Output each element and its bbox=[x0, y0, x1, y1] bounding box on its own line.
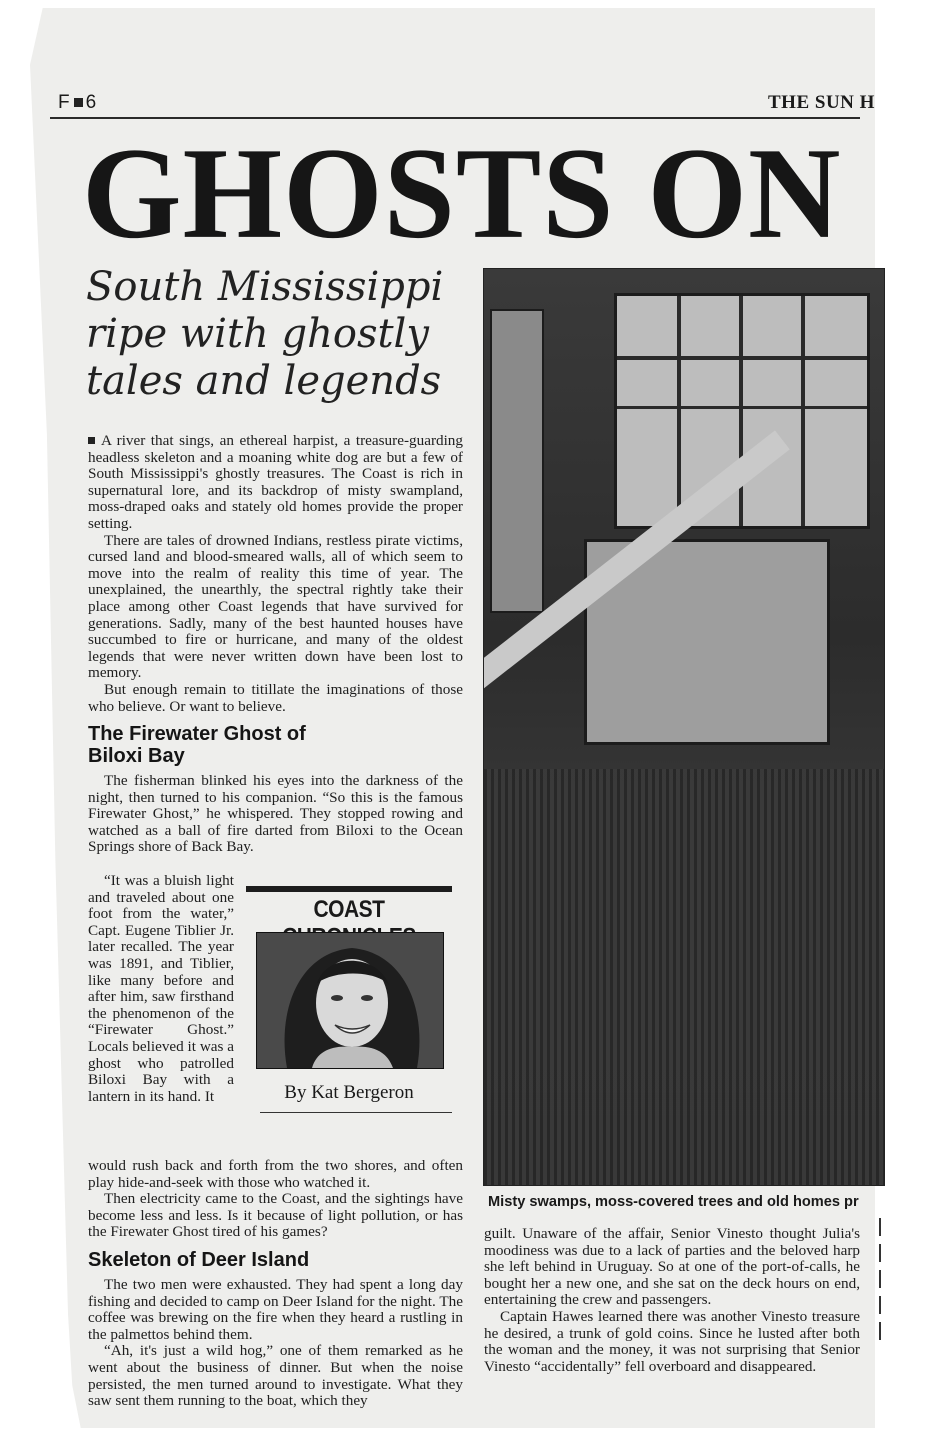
deer-island-paragraph-2: “Ah, it's just a wild hog,” one of them remarked as he went about the business of dinner. But when the noise persisted, the men turned around to investigate. What they saw sent them running to the boat, which they bbox=[88, 1342, 463, 1410]
right-paragraph-2: Captain Hawes learned there was another Vinesto treasure he desired, a trunk of gold coins. Since he lusted after both the woman and the money, it was not surprising that Senior Vinesto “accidentally” fell overboard and disappeared. bbox=[484, 1307, 860, 1375]
intro-paragraph-2: There are tales of drowned Indians, restless pirate victims, cursed land and blood-smeared walls, all of which seem to move into the realm of reality this time of year. The unexplained, the unearthly, the spectral rightly take their place among other Coast legends that have survived for generations. Sadly, many of the best haunted houses have succumbed to fire or hurricane, and many of the oldest legends that were never written down have been lost to memory. bbox=[88, 531, 463, 682]
photo-stained-glass-window bbox=[614, 293, 870, 529]
bullet-icon bbox=[88, 437, 95, 444]
author-photo bbox=[256, 932, 444, 1069]
deck-subheadline: South Mississippi ripe with ghostly tales and legends bbox=[86, 264, 444, 404]
intro-paragraph-1-text: A river that sings, an ethereal harpist, a treasure-guarding headless skeleton and a moaning white dog are but a few of South Mississippi's ghostly treasures. The Coast is rich in supernatural lore, and its backdrop of misty swampland, moss-draped oaks and stately old homes provide the proper setting. bbox=[88, 432, 463, 532]
firewater-paragraph-2: “It was a bluish light and traveled about one foot from the water,” Capt. Eugene Tiblier Jr. later recalled. The year was 1891, and Tiblier, like many before and after him, saw firsthand the phenomenon of the “Firewater Ghost.” Locals believed it was a ghost who patrolled Biloxi Bay with a lantern in its hand. It bbox=[88, 872, 234, 1105]
firewater-lower-column bbox=[88, 1158, 463, 1410]
firewater-paragraph-2-cont: would rush back and forth from the two shores, and often play hide-and-seek with those who watched it. bbox=[88, 1157, 463, 1191]
intro-column bbox=[88, 433, 463, 856]
photo-caption: Misty swamps, moss-covered trees and old homes pr bbox=[488, 1194, 859, 1210]
photo-side-window bbox=[490, 309, 544, 613]
staircase-photo bbox=[483, 268, 885, 1186]
right-column bbox=[484, 1226, 860, 1375]
firewater-paragraph-1: The fisherman blinked his eyes into the darkness of the night, then turned to his companion. “So this is the famous Firewater Ghost,” he whispered. They stopped rowing and watched as a ball of fire darted from Biloxi to the Ocean Springs shore of Back Bay. bbox=[88, 772, 463, 856]
firewater-paragraph-3: Then electricity came to the Coast, and the sightings have become less and less. Is it because of light pollution, or has the Firewater Ghost tired of his games? bbox=[88, 1190, 463, 1241]
folio-section: F bbox=[58, 92, 71, 113]
folio-number: 6 bbox=[85, 92, 98, 113]
byline: By Kat Bergeron bbox=[284, 1082, 414, 1103]
intro-paragraph-1 bbox=[88, 433, 463, 533]
box-top-rule bbox=[246, 886, 452, 892]
author-portrait-image bbox=[257, 933, 443, 1068]
section-title-deer-island: Skeleton of Deer Island bbox=[88, 1248, 310, 1271]
box-bottom-rule bbox=[260, 1112, 452, 1113]
column-title: COAST bbox=[313, 896, 385, 923]
photo-staircase bbox=[484, 769, 884, 1185]
folio-rule bbox=[50, 87, 860, 119]
section-title-firewater: The Firewater Ghost of Biloxi Bay bbox=[88, 723, 306, 768]
deer-island-paragraph-1: The two men were exhausted. They had spent a long day fishing and decided to camp on Deer Island for the night. The coffee was brewing on the fire when they heard a rustling in the palmettos behind them. bbox=[88, 1275, 463, 1343]
newspaper-name: THE SUN H bbox=[768, 92, 875, 113]
headline: GHOSTS ON bbox=[82, 126, 842, 260]
intro-paragraph-3: But enough remain to titillate the imaginations of those who believe. Or want to believe. bbox=[88, 680, 463, 715]
right-paragraph-1: guilt. Unaware of the affair, Senior Vinesto thought Julia's moodiness was due to a lack of parties and the beloved harp she left behind in Uruguay. So at one of the port-of-calls, he bought her a new one, and she sat on the deck hours on end, entertaining the crew and passengers. bbox=[484, 1225, 860, 1309]
firewater-narrow-column bbox=[88, 873, 234, 1105]
edge-fragments bbox=[873, 1210, 885, 1400]
coast-chronicles-box bbox=[246, 886, 452, 1122]
